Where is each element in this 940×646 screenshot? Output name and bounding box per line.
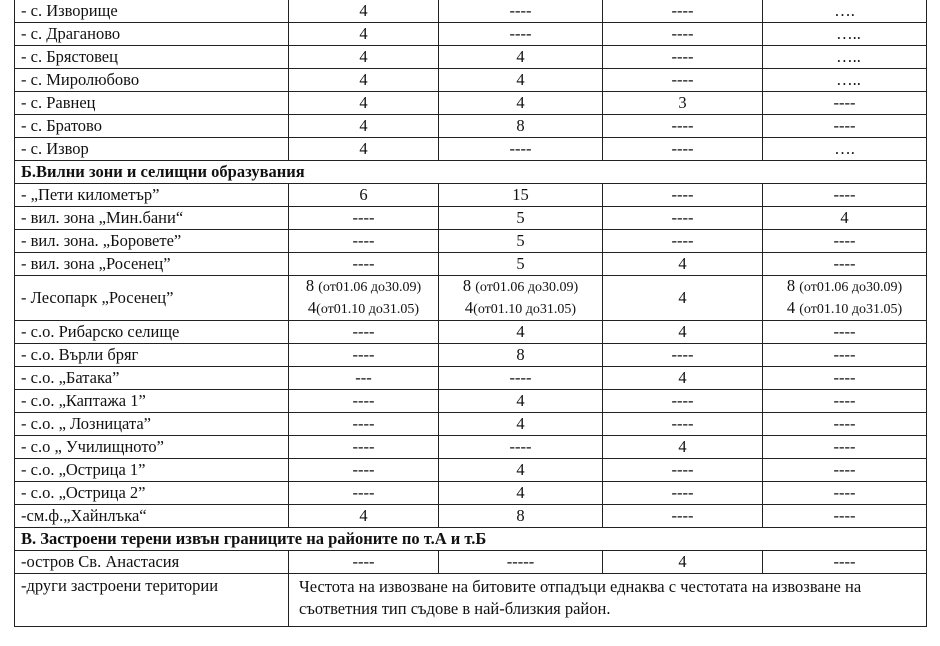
- cell-col1: ----: [289, 321, 439, 344]
- other-territories: [15, 574, 927, 627]
- cell-col2: 4: [439, 69, 603, 92]
- cell-col3: ----: [603, 0, 763, 23]
- period-note: (от01.06 до30.09): [475, 280, 579, 295]
- period-note: (от01.10 до31.05): [473, 302, 577, 317]
- cell-col1: 4: [289, 0, 439, 23]
- lesopark-group: [15, 276, 927, 321]
- table-row: [15, 505, 927, 528]
- row-name: - вил. зона „Росенец”: [15, 253, 289, 276]
- cell-col1: 4: [289, 138, 439, 161]
- period-note: (от01.06 до30.09): [318, 280, 422, 295]
- cell-col1: ----: [289, 390, 439, 413]
- table-row: [15, 436, 927, 459]
- cell-col1: 4: [289, 92, 439, 115]
- cell-col1: ----: [289, 482, 439, 505]
- cell-col4: ----: [763, 344, 927, 367]
- cell-col3: ----: [603, 69, 763, 92]
- cell-col2: ----: [439, 0, 603, 23]
- cell-col3: 3: [603, 92, 763, 115]
- section-header-row: [15, 528, 927, 551]
- table-row: [15, 0, 927, 23]
- cell-col2: 4: [439, 482, 603, 505]
- cell-col4: ----: [763, 115, 927, 138]
- row-name: - „Пети километър”: [15, 184, 289, 207]
- cell-col4: ----: [763, 551, 927, 574]
- cell-col3: ----: [603, 390, 763, 413]
- cell-col3: ----: [603, 46, 763, 69]
- cell-col2: 15: [439, 184, 603, 207]
- row-name: - с.о. Рибарско селище: [15, 321, 289, 344]
- cell-col4: ----: [763, 253, 927, 276]
- cell-col1: ----: [289, 413, 439, 436]
- cell-col4: …..: [763, 23, 927, 46]
- row-name: - вил. зона „Мин.бани“: [15, 207, 289, 230]
- row-name: - с. Брястовец: [15, 46, 289, 69]
- cell-col3: ----: [603, 505, 763, 528]
- value: 4: [307, 298, 317, 317]
- row-name: - с.о. „Батака”: [15, 367, 289, 390]
- table-row: [15, 46, 927, 69]
- cell-col3: ----: [603, 23, 763, 46]
- cell-col2: ----: [439, 138, 603, 161]
- cell-col4: ----: [763, 436, 927, 459]
- cell-col4: ….: [763, 138, 927, 161]
- cell-col2: 8: [439, 115, 603, 138]
- cell-col1: 6: [289, 184, 439, 207]
- row-name: -остров Св. Анастасия: [15, 551, 289, 574]
- cell-col4: ----: [763, 92, 927, 115]
- cell-col1: ----: [289, 253, 439, 276]
- row-name: - с. Братово: [15, 115, 289, 138]
- table-row: [15, 23, 927, 46]
- table-row: [15, 115, 927, 138]
- table-row: [15, 551, 927, 574]
- value: 4: [786, 298, 796, 317]
- cell-col3: 4: [603, 367, 763, 390]
- cell-col2: 4: [439, 459, 603, 482]
- section-b-heading: Б.Вилни зони и селищни образувания: [15, 161, 927, 184]
- cell-col2: -----: [439, 551, 603, 574]
- table-row: [15, 207, 927, 230]
- cell-col4: ----: [763, 459, 927, 482]
- value: 8: [305, 276, 315, 295]
- cell-col1: 4: [289, 46, 439, 69]
- section-c: [15, 528, 927, 551]
- schedule-table: [14, 0, 927, 627]
- cell-col3: ----: [603, 482, 763, 505]
- cell-col4: ----: [763, 230, 927, 253]
- row-name: - с.о. „Острица 1”: [15, 459, 289, 482]
- table-row: [15, 390, 927, 413]
- cell-col2: 4: [439, 413, 603, 436]
- cell-col4: …..: [763, 69, 927, 92]
- section-c-rows: [15, 551, 927, 574]
- cell-col3: ----: [603, 230, 763, 253]
- cell-col2: ----: [439, 23, 603, 46]
- table-row-other: [15, 574, 927, 627]
- cell-col2: 8: [439, 344, 603, 367]
- cell-col4: ----: [763, 367, 927, 390]
- cell-col2: 5: [439, 207, 603, 230]
- cell-col2: 4: [439, 46, 603, 69]
- cell-col1: ---: [289, 367, 439, 390]
- cell-col3: ----: [603, 344, 763, 367]
- cell-col1: 4: [289, 505, 439, 528]
- cell-col1: 4: [289, 23, 439, 46]
- row-name: - с. Равнец: [15, 92, 289, 115]
- cell-col1: ----: [289, 230, 439, 253]
- section-c-heading: В. Застроени терени извън границите на районите по т.А и т.Б: [15, 528, 927, 551]
- row-name: - с.о. „Острица 2”: [15, 482, 289, 505]
- cell-col1: ----: [289, 551, 439, 574]
- cell-col4: ….: [763, 0, 927, 23]
- cell-col1: ----: [289, 436, 439, 459]
- cell-col1: 4: [289, 115, 439, 138]
- cell-col4: ----: [763, 390, 927, 413]
- cell-col2: ----: [439, 436, 603, 459]
- cell-col3: 4: [603, 321, 763, 344]
- cell-col3: 4: [603, 253, 763, 276]
- cell-col3: ----: [603, 115, 763, 138]
- cell-col2: ----: [439, 367, 603, 390]
- table-row: [15, 413, 927, 436]
- section-header-row: [15, 161, 927, 184]
- cell-col1: ----: [289, 207, 439, 230]
- table-row: [15, 344, 927, 367]
- cell-col4: [763, 276, 927, 321]
- period-note: (от01.10 до31.05): [799, 302, 903, 317]
- table-row: [15, 253, 927, 276]
- cell-col2: 5: [439, 230, 603, 253]
- row-name: - с.о. „ Лозницата”: [15, 413, 289, 436]
- table-row: [15, 321, 927, 344]
- cell-col1: ----: [289, 344, 439, 367]
- row-name: - с.о „ Училищното”: [15, 436, 289, 459]
- row-name: - с.о. Върли бряг: [15, 344, 289, 367]
- cell-col2: 4: [439, 92, 603, 115]
- cell-col3: ----: [603, 184, 763, 207]
- cell-col3: ----: [603, 138, 763, 161]
- section-b-rows-1: [15, 184, 927, 276]
- cell-col2: [439, 276, 603, 321]
- period-note: (от01.10 до31.05): [316, 302, 420, 317]
- cell-col3: ----: [603, 207, 763, 230]
- row-name: - с. Извор: [15, 138, 289, 161]
- cell-col1: 4: [289, 69, 439, 92]
- value: 4: [464, 298, 474, 317]
- row-name: - вил. зона. „Боровете”: [15, 230, 289, 253]
- table-row: [15, 459, 927, 482]
- cell-col3: 4: [603, 436, 763, 459]
- section-b: [15, 161, 927, 184]
- table-row: [15, 138, 927, 161]
- cell-col1: [289, 276, 439, 321]
- table-row: [15, 230, 927, 253]
- cell-col4: ----: [763, 505, 927, 528]
- row-name: - с. Изворище: [15, 0, 289, 23]
- table-row: [15, 92, 927, 115]
- cell-col3: ----: [603, 459, 763, 482]
- cell-col4: ----: [763, 482, 927, 505]
- value: 8: [786, 276, 796, 295]
- cell-col2: 4: [439, 321, 603, 344]
- cell-col1: ----: [289, 459, 439, 482]
- cell-col4: ----: [763, 413, 927, 436]
- row-name: - Лесопарк „Росенец”: [15, 276, 289, 321]
- table-row: [15, 367, 927, 390]
- value: 8: [462, 276, 472, 295]
- frequency-note: Честота на извозване на битовите отпадъци еднаква с честотата на извозване на съответния тип съдове в най-близкия район.: [289, 574, 927, 627]
- table-row: [15, 482, 927, 505]
- section-b-rows-2: [15, 321, 927, 528]
- row-name: - с. Миролюбово: [15, 69, 289, 92]
- cell-col4: ----: [763, 321, 927, 344]
- cell-col3: ----: [603, 413, 763, 436]
- cell-col4: ----: [763, 184, 927, 207]
- period-note: (от01.06 до30.09): [799, 280, 903, 295]
- cell-col2: 5: [439, 253, 603, 276]
- cell-col4: …..: [763, 46, 927, 69]
- cell-col4: 4: [763, 207, 927, 230]
- row-name: -други застроени територии: [15, 574, 289, 627]
- table-row-lesopark: [15, 276, 927, 321]
- cell-col2: 8: [439, 505, 603, 528]
- table-row: [15, 184, 927, 207]
- cell-col3: 4: [603, 276, 763, 321]
- cell-col2: 4: [439, 390, 603, 413]
- cell-col3: 4: [603, 551, 763, 574]
- section-a-rows: [15, 0, 927, 161]
- table-row: [15, 69, 927, 92]
- row-name: - с. Драганово: [15, 23, 289, 46]
- row-name: -см.ф.„Хайнлъка“: [15, 505, 289, 528]
- row-name: - с.о. „Каптажа 1”: [15, 390, 289, 413]
